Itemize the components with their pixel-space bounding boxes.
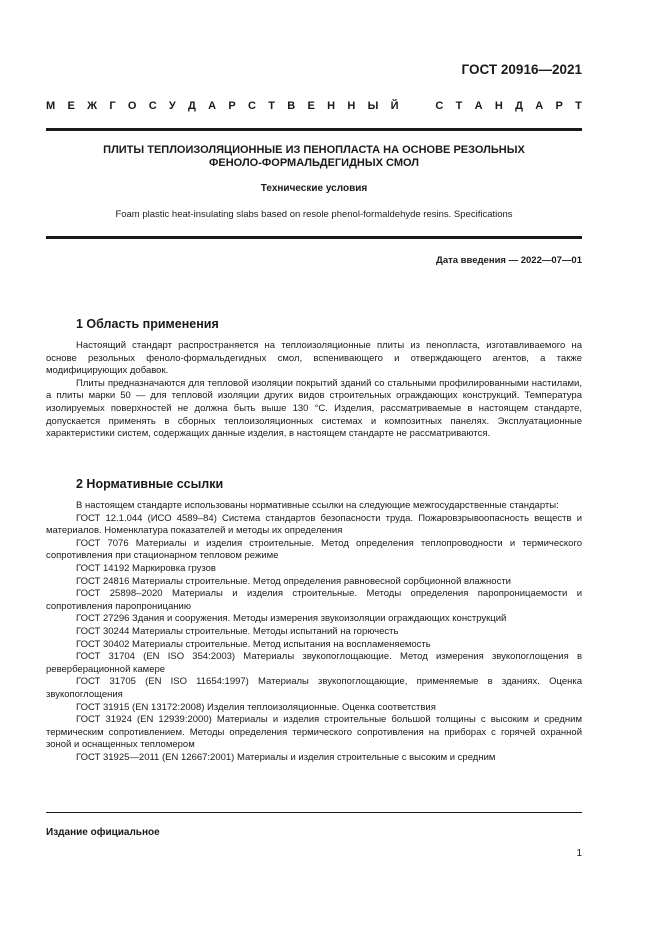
section-2-body <box>46 500 582 764</box>
standard-type-letter: У <box>168 100 176 112</box>
english-title: Foam plastic heat-insulating slabs based on resole phenol-formaldehyde resins. Specifications <box>115 209 513 220</box>
standard-type-letter: Т <box>575 100 582 112</box>
reference-item: ГОСТ 27296 Здания и сооружения. Методы измерения звукоизоляции ограждающих конструкций <box>76 613 507 625</box>
standard-type-letter: Н <box>494 100 503 112</box>
reference-item: ГОСТ 31705 (EN ISO 11654:1997) Материалы звукопоглощающие, применяемые в зданиях. Оценка звукопоглощения <box>46 676 582 700</box>
standard-type-letter: Н <box>347 100 356 112</box>
references-intro: В настоящем стандарте использованы нормативные ссылки на следующие межгосударственные стандарты: <box>76 500 559 511</box>
standard-type-letter: С <box>435 100 444 112</box>
standard-type-letter: Т <box>455 100 463 112</box>
document-title <box>46 144 582 170</box>
standard-type-letter: О <box>127 100 137 112</box>
standard-type-letter: Ж <box>87 100 98 112</box>
standard-type-letter: Т <box>268 100 275 112</box>
reference-item: ГОСТ 12.1.044 (ИСО 4589–84) Система стандартов безопасности труда. Пожаровзрывоопасность веществ и материалов. Номенклатура показателей и методы их определения <box>46 512 582 537</box>
page-number: 1 <box>576 848 582 859</box>
reference-item: ГОСТ 25898–2020 Материалы и изделия строительные. Методы определения паропроницаемости и сопротивления паропроницанию <box>46 588 582 612</box>
reference-item: ГОСТ 31915 (EN 13172:2008) Изделия теплоизоляционные. Оценка соответствия <box>76 701 436 713</box>
introduction-date: Дата введения — 2022—07—01 <box>436 255 582 266</box>
standard-type-letter: Е <box>67 100 75 112</box>
section-2-heading: 2 Нормативные ссылки <box>76 477 224 491</box>
standard-type-letter: А <box>208 100 217 112</box>
document-subtitle: Технические условия <box>260 183 368 194</box>
standard-type-letter: М <box>46 100 56 112</box>
standard-type-letter: Д <box>188 100 196 112</box>
reference-item: ГОСТ 24816 Материалы строительные. Метод определения равновесной сорбционной влажности <box>76 575 511 587</box>
title-line-1: ПЛИТЫ ТЕПЛОИЗОЛЯЦИОННЫЕ ИЗ ПЕНОПЛАСТА НА ОСНОВЕ РЕЗОЛЬНЫХ <box>103 144 525 156</box>
reference-item: ГОСТ 30402 Материалы строительные. Метод испытания на воспламеняемость <box>76 638 431 650</box>
reference-item: ГОСТ 14192 Маркировка грузов <box>76 562 216 574</box>
paragraph: Настоящий стандарт распространяется на теплоизоляционные плиты из пенопласта, изготавливаемого на основе резольных феноло-формальдегидных смол, вспенивающего и отверждающего агентов, а также модифицирующих добавок. <box>46 340 582 377</box>
footer-rule <box>46 812 582 813</box>
reference-item: ГОСТ 30244 Материалы строительные. Методы испытаний на горючесть <box>76 625 399 637</box>
section-1-body <box>46 340 582 441</box>
official-edition-label: Издание официальное <box>46 827 160 838</box>
section-1-heading: 1 Область применения <box>76 317 219 331</box>
standard-type-letter: Й <box>390 100 399 112</box>
standard-type-letter: А <box>535 100 544 112</box>
standard-type-letter: Р <box>555 100 563 112</box>
reference-item: ГОСТ 31924 (EN 12939:2000) Материалы и изделия строительные большой толщины с высоким и средним термическим сопротивлением. Методы определения термического сопротивления на приборах с горячей охранной зоной и оснащенных тепломером <box>46 714 582 751</box>
gost-code: ГОСТ 20916—2021 <box>461 62 582 77</box>
standard-type-header <box>46 100 582 112</box>
top-rule <box>46 128 582 131</box>
standard-type-letter: Д <box>515 100 523 112</box>
standard-type-letter: Р <box>228 100 236 112</box>
standard-type-letter: С <box>148 100 157 112</box>
standard-type-letter: Е <box>307 100 315 112</box>
reference-item: ГОСТ 7076 Материалы и изделия строительные. Метод определения теплопроводности и термического сопротивления при стационарном тепловом режиме <box>46 537 582 562</box>
reference-item: ГОСТ 31704 (EN ISO 354:2003) Материалы звукопоглощающие. Метод измерения звукопоглощения в реверберационной камере <box>46 651 582 675</box>
standard-type-letter: С <box>248 100 256 112</box>
standard-type-letter: А <box>474 100 483 112</box>
standard-type-letter: В <box>287 100 296 112</box>
standard-type-letter: Г <box>109 100 116 112</box>
reference-item: ГОСТ 31925—2011 (EN 12667:2001) Материалы и изделия строительные с высоким и средним <box>76 751 496 763</box>
title-rule <box>46 236 582 239</box>
title-line-2: ФЕНОЛО-ФОРМАЛЬДЕГИДНЫХ СМОЛ <box>209 157 419 169</box>
paragraph: Плиты предназначаются для тепловой изоляции покрытий зданий со стальными профилированными настилами, а плиты марки 50 — для тепловой изоляции других видов строительных ограждающих конструкций. Температура изолируемых поверхностей не должна быть выше 130 °С. Изделия, рассматриваемые в настоящем стандарте, допускается применять в сборных теплоизоляционных системах и композитных панелях. Эксплуатационные характеристики систем, содержащих данные изделия, в настоящем стандарте не рассматриваются. <box>46 377 582 440</box>
standard-type-letter: Ы <box>367 100 379 112</box>
standard-type-letter: Н <box>327 100 336 112</box>
